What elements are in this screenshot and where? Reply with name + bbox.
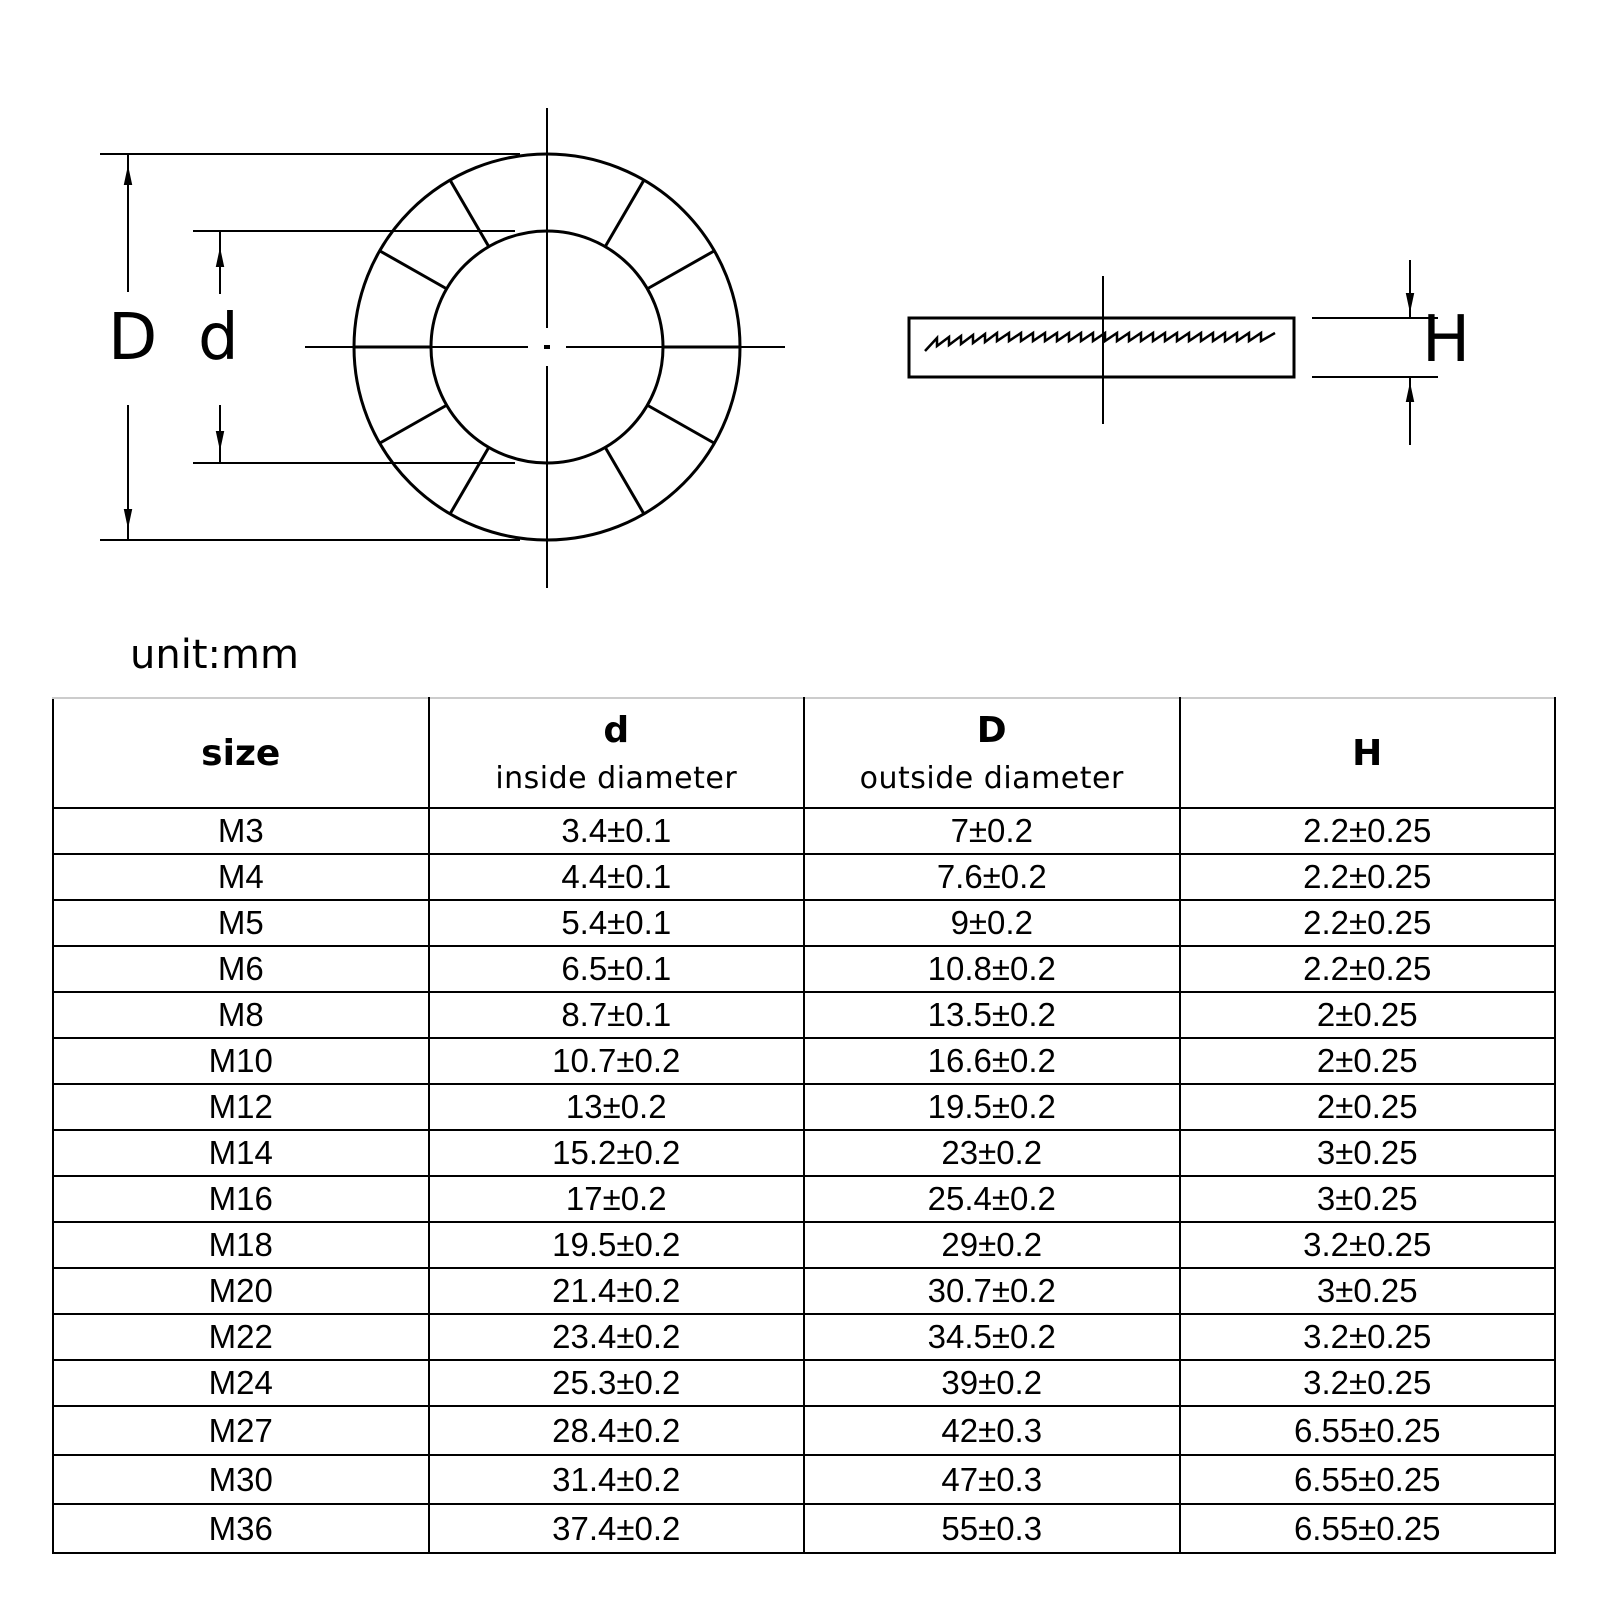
header-thickness: H	[1180, 698, 1556, 808]
table-row	[53, 1504, 1555, 1553]
center-lines	[305, 108, 785, 588]
table-row	[53, 992, 1555, 1038]
cell-size: M18	[53, 1222, 429, 1268]
unit-label: unit:mm	[130, 632, 299, 678]
table-row	[53, 854, 1555, 900]
table-row	[53, 1176, 1555, 1222]
cell-outside-diameter: 39±0.2	[804, 1360, 1180, 1406]
cell-outside-diameter: 23±0.2	[804, 1130, 1180, 1176]
cell-inside-diameter: 23.4±0.2	[429, 1314, 805, 1360]
cell-outside-diameter: 55±0.3	[804, 1504, 1180, 1553]
size-table	[52, 697, 1556, 1554]
side-view-profile	[909, 318, 1294, 377]
outer-diameter-label: D	[108, 301, 158, 375]
cell-outside-diameter: 30.7±0.2	[804, 1268, 1180, 1314]
cell-thickness: 6.55±0.25	[1180, 1504, 1556, 1553]
cell-thickness: 2±0.25	[1180, 1038, 1556, 1084]
cell-thickness: 2.2±0.25	[1180, 854, 1556, 900]
cell-inside-diameter: 10.7±0.2	[429, 1038, 805, 1084]
cell-size: M3	[53, 808, 429, 854]
thickness-label: H	[1422, 303, 1471, 377]
header-outside-diameter: D outside diameter	[804, 698, 1180, 808]
cell-size: M4	[53, 854, 429, 900]
cell-inside-diameter: 37.4±0.2	[429, 1504, 805, 1553]
table-row	[53, 1406, 1555, 1455]
cell-outside-diameter: 7±0.2	[804, 808, 1180, 854]
cell-inside-diameter: 28.4±0.2	[429, 1406, 805, 1455]
cell-thickness: 2±0.25	[1180, 1084, 1556, 1130]
cell-inside-diameter: 13±0.2	[429, 1084, 805, 1130]
cell-outside-diameter: 42±0.3	[804, 1406, 1180, 1455]
cell-outside-diameter: 10.8±0.2	[804, 946, 1180, 992]
table-row	[53, 946, 1555, 992]
cell-outside-diameter: 9±0.2	[804, 900, 1180, 946]
header-size: size	[53, 698, 429, 808]
cell-inside-diameter: 21.4±0.2	[429, 1268, 805, 1314]
cell-size: M16	[53, 1176, 429, 1222]
cell-size: M5	[53, 900, 429, 946]
cell-size: M12	[53, 1084, 429, 1130]
cell-outside-diameter: 25.4±0.2	[804, 1176, 1180, 1222]
table-row	[53, 1222, 1555, 1268]
cell-inside-diameter: 17±0.2	[429, 1176, 805, 1222]
cell-thickness: 3.2±0.25	[1180, 1360, 1556, 1406]
cell-thickness: 3±0.25	[1180, 1176, 1556, 1222]
table-row	[53, 1455, 1555, 1504]
table-row	[53, 1130, 1555, 1176]
cell-size: M14	[53, 1130, 429, 1176]
thickness-dimension	[1312, 260, 1438, 445]
cell-outside-diameter: 13.5±0.2	[804, 992, 1180, 1038]
header-inside-diameter: d inside diameter	[429, 698, 805, 808]
cell-size: M10	[53, 1038, 429, 1084]
cell-thickness: 6.55±0.25	[1180, 1455, 1556, 1504]
cell-outside-diameter: 7.6±0.2	[804, 854, 1180, 900]
cell-thickness: 3.2±0.25	[1180, 1222, 1556, 1268]
cell-size: M24	[53, 1360, 429, 1406]
table-row	[53, 1084, 1555, 1130]
cell-thickness: 6.55±0.25	[1180, 1406, 1556, 1455]
table-row	[53, 1038, 1555, 1084]
cell-thickness: 2.2±0.25	[1180, 900, 1556, 946]
table-row	[53, 900, 1555, 946]
cell-size: M8	[53, 992, 429, 1038]
cell-inside-diameter: 3.4±0.1	[429, 808, 805, 854]
cell-inside-diameter: 31.4±0.2	[429, 1455, 805, 1504]
cell-size: M27	[53, 1406, 429, 1455]
serration-teeth	[925, 333, 1275, 351]
cell-size: M22	[53, 1314, 429, 1360]
cell-outside-diameter: 34.5±0.2	[804, 1314, 1180, 1360]
table-row	[53, 1314, 1555, 1360]
cell-inside-diameter: 4.4±0.1	[429, 854, 805, 900]
cell-outside-diameter: 47±0.3	[804, 1455, 1180, 1504]
cell-outside-diameter: 16.6±0.2	[804, 1038, 1180, 1084]
inner-diameter-label: d	[198, 301, 239, 375]
cell-thickness: 2±0.25	[1180, 992, 1556, 1038]
cell-size: M30	[53, 1455, 429, 1504]
cell-inside-diameter: 6.5±0.1	[429, 946, 805, 992]
cell-inside-diameter: 19.5±0.2	[429, 1222, 805, 1268]
cell-inside-diameter: 15.2±0.2	[429, 1130, 805, 1176]
cell-size: M20	[53, 1268, 429, 1314]
table-row	[53, 1360, 1555, 1406]
cell-inside-diameter: 8.7±0.1	[429, 992, 805, 1038]
table-header-row	[53, 698, 1555, 808]
cell-inside-diameter: 5.4±0.1	[429, 900, 805, 946]
cell-thickness: 3.2±0.25	[1180, 1314, 1556, 1360]
cell-size: M6	[53, 946, 429, 992]
cell-thickness: 2.2±0.25	[1180, 946, 1556, 992]
cell-thickness: 3±0.25	[1180, 1130, 1556, 1176]
cell-thickness: 3±0.25	[1180, 1268, 1556, 1314]
washer-drawing	[0, 0, 1600, 640]
cell-size: M36	[53, 1504, 429, 1553]
cell-inside-diameter: 25.3±0.2	[429, 1360, 805, 1406]
cell-thickness: 2.2±0.25	[1180, 808, 1556, 854]
cell-outside-diameter: 19.5±0.2	[804, 1084, 1180, 1130]
cell-outside-diameter: 29±0.2	[804, 1222, 1180, 1268]
table-row	[53, 808, 1555, 854]
table-row	[53, 1268, 1555, 1314]
